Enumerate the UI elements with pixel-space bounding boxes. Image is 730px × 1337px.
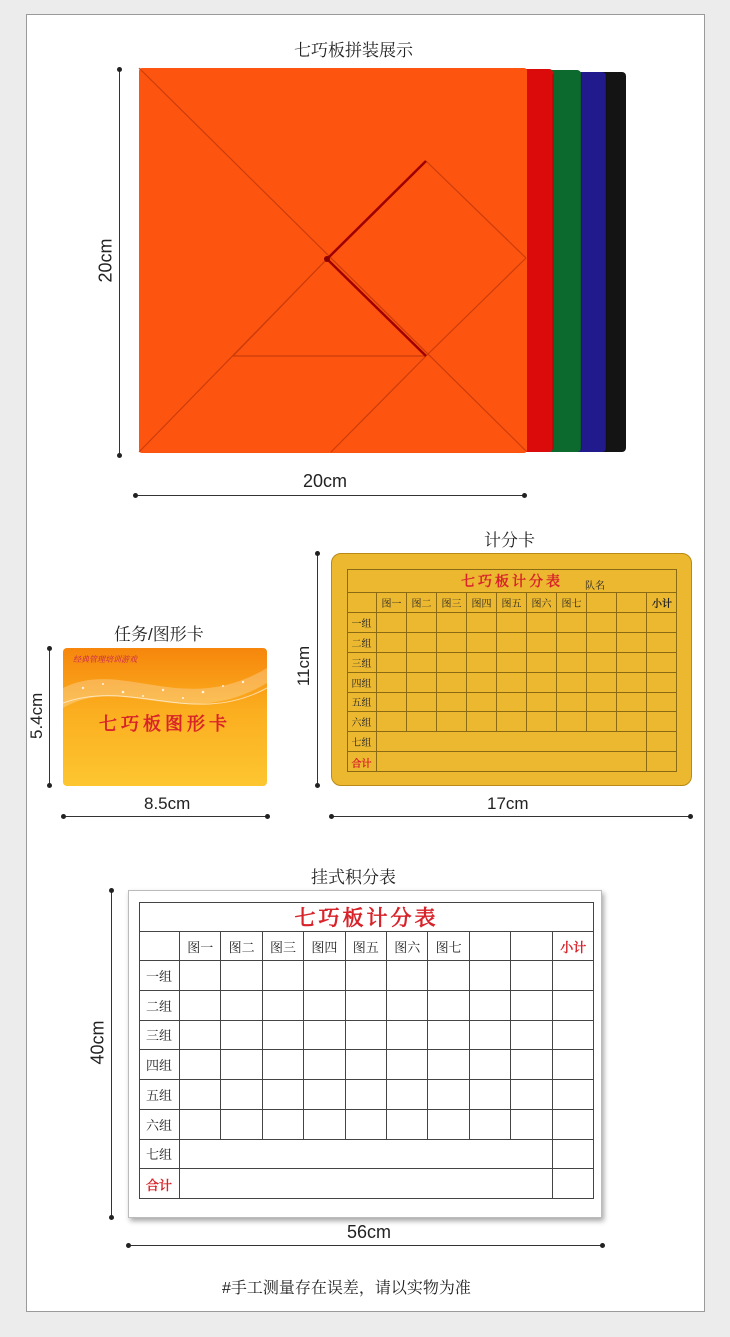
score_card-data-cell bbox=[437, 712, 467, 732]
score_card-row-label: 六组 bbox=[347, 712, 377, 732]
wall_board-header-cell: 图一 bbox=[180, 932, 221, 961]
tangram-height-label: 20cm bbox=[95, 238, 116, 283]
score_card-data-cell bbox=[377, 712, 407, 732]
score_card-data-cell bbox=[617, 712, 647, 732]
score_card-data-cell bbox=[437, 673, 467, 693]
wall_board-data-cell bbox=[511, 1021, 552, 1051]
dimension-dot bbox=[329, 814, 334, 819]
score_card-subtotal-cell bbox=[647, 633, 677, 653]
wall_board-row-label: 七组 bbox=[139, 1140, 180, 1170]
score_card-header-cell: 图四 bbox=[467, 593, 497, 613]
score_card-row-label: 三组 bbox=[347, 653, 377, 673]
score_card-row-label: 五组 bbox=[347, 693, 377, 713]
score_card-row-label: 一组 bbox=[347, 613, 377, 633]
score_card-data-cell bbox=[557, 673, 587, 693]
wall_board-data-cell bbox=[387, 1080, 428, 1110]
score_card-team-label: 队名 bbox=[585, 581, 605, 592]
score_card-header-cell: 图五 bbox=[497, 593, 527, 613]
score_card-data-cell bbox=[527, 693, 557, 713]
score_card-data-cell bbox=[407, 693, 437, 713]
score_card-data-cell bbox=[377, 613, 407, 633]
score_card-data-cell bbox=[467, 712, 497, 732]
wall_board-data-cell bbox=[428, 1110, 469, 1140]
wall_board-data-cell bbox=[346, 1080, 387, 1110]
score_card-subtotal-cell bbox=[647, 653, 677, 673]
wall_board-row-label: 二组 bbox=[139, 991, 180, 1021]
dimension-dot bbox=[61, 814, 66, 819]
dimension-dot bbox=[133, 493, 138, 498]
wall_board-data-cell bbox=[304, 961, 345, 991]
tangram-height-line bbox=[119, 69, 120, 456]
wall_board-data-cell bbox=[221, 1080, 262, 1110]
wall_board-row-label: 六组 bbox=[139, 1110, 180, 1140]
wall-board-width-label: 56cm bbox=[347, 1222, 392, 1242]
wall_board-subtotal-cell bbox=[553, 1080, 594, 1110]
wall-board-height-line bbox=[111, 890, 112, 1218]
task-card-main-text: 七巧板图形卡 bbox=[99, 714, 231, 735]
wall_board-header-cell: 图五 bbox=[346, 932, 387, 961]
score_card-data-cell bbox=[617, 673, 647, 693]
wall_board-table-title: 七巧板计分表 bbox=[139, 902, 594, 932]
score_card-data-cell bbox=[587, 712, 617, 732]
score_card-data-cell bbox=[407, 712, 437, 732]
score_card-data-cell bbox=[497, 613, 527, 633]
wall_board-data-cell bbox=[428, 961, 469, 991]
score-card-title: 计分卡 bbox=[484, 531, 535, 550]
wall_board-data-cell bbox=[304, 1110, 345, 1140]
footer-note: #手工测量存在误差，请以实物为准 bbox=[222, 1280, 471, 1297]
wall_board-data-cell bbox=[346, 1021, 387, 1051]
wall_board-row-merged-cell bbox=[180, 1140, 553, 1170]
wall_board-row-label: 一组 bbox=[139, 961, 180, 991]
score_card-data-cell bbox=[557, 693, 587, 713]
wall_board-header-cell: 图六 bbox=[387, 932, 428, 961]
dimension-dot bbox=[109, 1215, 114, 1220]
wall_board-header-cell: 小计 bbox=[553, 932, 594, 961]
score_card-header-cell: 图七 bbox=[557, 593, 587, 613]
score_card-data-cell bbox=[377, 653, 407, 673]
wall_board-subtotal-cell bbox=[553, 961, 594, 991]
dimension-dot bbox=[315, 551, 320, 556]
tangram-stack bbox=[136, 66, 636, 458]
dimension-dot bbox=[126, 1243, 131, 1248]
wall_board-data-cell bbox=[387, 961, 428, 991]
score_card-data-cell bbox=[527, 712, 557, 732]
wall_board-data-cell bbox=[511, 961, 552, 991]
score_card-data-cell bbox=[557, 633, 587, 653]
wall_board-data-cell bbox=[428, 1080, 469, 1110]
wall_board-subtotal-cell bbox=[553, 1169, 594, 1199]
wall_board-data-cell bbox=[263, 961, 304, 991]
wall_board-subtotal-cell bbox=[553, 1050, 594, 1080]
wall_board-data-cell bbox=[470, 1050, 511, 1080]
wall_board-data-cell bbox=[304, 1050, 345, 1080]
score_card-data-cell bbox=[527, 633, 557, 653]
score_card-data-cell bbox=[587, 693, 617, 713]
wall_board-data-cell bbox=[221, 961, 262, 991]
wall_board-data-cell bbox=[221, 1110, 262, 1140]
score_card-subtotal-cell bbox=[647, 732, 677, 752]
tangram-title: 七巧板拼装展示 bbox=[294, 41, 413, 60]
wall_board-data-cell bbox=[263, 1021, 304, 1051]
score_card-data-cell bbox=[497, 653, 527, 673]
wall_board-header-corner bbox=[139, 932, 180, 961]
score_card-data-cell bbox=[467, 673, 497, 693]
wall_board-data-cell bbox=[511, 1080, 552, 1110]
task-card-height-line bbox=[49, 648, 50, 786]
dimension-dot bbox=[117, 67, 122, 72]
score_card-subtotal-cell bbox=[647, 752, 677, 772]
score_card-subtotal-cell bbox=[647, 673, 677, 693]
score_card-data-cell bbox=[437, 633, 467, 653]
task-card-width-label: 8.5cm bbox=[144, 794, 191, 813]
score_card-data-cell bbox=[467, 653, 497, 673]
score_card-header-cell: 小计 bbox=[647, 593, 677, 613]
wall_board-data-cell bbox=[470, 1021, 511, 1051]
score_card-header-cell bbox=[587, 593, 617, 613]
wall_board-header-cell bbox=[511, 932, 552, 961]
wall_board-data-cell bbox=[180, 1021, 221, 1051]
wall_board-header-cell: 图四 bbox=[304, 932, 345, 961]
task-card-title: 任务/图形卡 bbox=[114, 625, 204, 644]
score_card-data-cell bbox=[497, 693, 527, 713]
score-card-height-line bbox=[317, 553, 318, 786]
task-card bbox=[63, 648, 267, 786]
score_card-data-cell bbox=[617, 653, 647, 673]
score_card-data-cell bbox=[467, 633, 497, 653]
score_card-data-cell bbox=[407, 653, 437, 673]
score_card-data-cell bbox=[587, 613, 617, 633]
dimension-dot bbox=[47, 783, 52, 788]
score_card-data-cell bbox=[557, 613, 587, 633]
wall_board-data-cell bbox=[387, 1110, 428, 1140]
wall-board-title: 挂式积分表 bbox=[311, 868, 396, 887]
wall_board-data-cell bbox=[263, 1110, 304, 1140]
wall_board-header-cell bbox=[470, 932, 511, 961]
wall_board-data-cell bbox=[346, 961, 387, 991]
score_card-data-cell bbox=[617, 693, 647, 713]
dimension-dot bbox=[315, 783, 320, 788]
wall_board-row-label: 五组 bbox=[139, 1080, 180, 1110]
score_card-data-cell bbox=[467, 613, 497, 633]
wall_board-data-cell bbox=[263, 991, 304, 1021]
wall_board-data-cell bbox=[180, 1080, 221, 1110]
wall_board-data-cell bbox=[221, 1021, 262, 1051]
wall_board-data-cell bbox=[428, 1021, 469, 1051]
wall_board-header-cell: 图三 bbox=[263, 932, 304, 961]
wall_board-data-cell bbox=[387, 991, 428, 1021]
wall_board-data-cell bbox=[511, 991, 552, 1021]
dimension-dot bbox=[265, 814, 270, 819]
score_card-data-cell bbox=[557, 653, 587, 673]
score_card-data-cell bbox=[407, 613, 437, 633]
tangram-width-line bbox=[135, 495, 526, 496]
tangram-width-label: 20cm bbox=[303, 471, 348, 491]
score_card-data-cell bbox=[497, 712, 527, 732]
wall_board-data-cell bbox=[263, 1080, 304, 1110]
dimension-dot bbox=[47, 646, 52, 651]
score_card-data-cell bbox=[617, 613, 647, 633]
score_card-table-title: 七巧板计分表 bbox=[347, 569, 677, 593]
dimension-dot bbox=[600, 1243, 605, 1248]
score_card-data-cell bbox=[527, 613, 557, 633]
score_card-subtotal-cell bbox=[647, 712, 677, 732]
wall_board-data-cell bbox=[304, 1021, 345, 1051]
score-card-width-line bbox=[331, 816, 691, 817]
wall_board-subtotal-cell bbox=[553, 1110, 594, 1140]
task-card-height-label: 5.4cm bbox=[27, 692, 46, 739]
wall_board-data-cell bbox=[470, 1110, 511, 1140]
wall_board-row-label: 三组 bbox=[139, 1021, 180, 1051]
wall_board-subtotal-cell bbox=[553, 1140, 594, 1170]
wall_board-data-cell bbox=[221, 1050, 262, 1080]
score_card-data-cell bbox=[527, 653, 557, 673]
score_card-data-cell bbox=[407, 673, 437, 693]
score_card-header-cell: 图一 bbox=[377, 593, 407, 613]
wall_board-data-cell bbox=[346, 1110, 387, 1140]
score_card-header-corner bbox=[347, 593, 377, 613]
score_card-data-cell bbox=[587, 633, 617, 653]
wall_board-data-cell bbox=[387, 1050, 428, 1080]
wall_board-row-label: 四组 bbox=[139, 1050, 180, 1080]
score_card-data-cell bbox=[467, 693, 497, 713]
wall_board-header-cell: 图二 bbox=[221, 932, 262, 961]
wall_board-data-cell bbox=[180, 961, 221, 991]
wall_board-data-cell bbox=[511, 1050, 552, 1080]
score_card-header-cell: 图三 bbox=[437, 593, 467, 613]
task-card-width-line bbox=[63, 816, 268, 817]
wall_board-data-cell bbox=[470, 991, 511, 1021]
wall_board-row-label: 合计 bbox=[139, 1169, 180, 1199]
score_card-row-merged-cell bbox=[377, 732, 647, 752]
wall_board-data-cell bbox=[180, 1050, 221, 1080]
score_card-data-cell bbox=[437, 693, 467, 713]
dimension-dot bbox=[688, 814, 693, 819]
wall_board-data-cell bbox=[304, 991, 345, 1021]
score_card-header-cell: 图二 bbox=[407, 593, 437, 613]
score_card-data-cell bbox=[437, 613, 467, 633]
score_card-subtotal-cell bbox=[647, 613, 677, 633]
score_card-data-cell bbox=[377, 673, 407, 693]
wall_board-row-merged-cell bbox=[180, 1169, 553, 1199]
score_card-data-cell bbox=[377, 633, 407, 653]
wall_board-data-cell bbox=[387, 1021, 428, 1051]
wall_board-data-cell bbox=[221, 991, 262, 1021]
score_card-row-label: 二组 bbox=[347, 633, 377, 653]
score_card-row-label: 四组 bbox=[347, 673, 377, 693]
wall_board-data-cell bbox=[428, 991, 469, 1021]
wall-board-width-line bbox=[128, 1245, 603, 1246]
wall_board-subtotal-cell bbox=[553, 1021, 594, 1051]
score_card-data-cell bbox=[527, 673, 557, 693]
wall_board-data-cell bbox=[511, 1110, 552, 1140]
score_card-data-cell bbox=[407, 633, 437, 653]
task-card-top-text: 经典管理培训游戏 bbox=[73, 655, 137, 664]
score_card-data-cell bbox=[587, 673, 617, 693]
score-card-height-label: 11cm bbox=[294, 645, 313, 687]
score_card-header-cell: 图六 bbox=[527, 593, 557, 613]
wall_board-subtotal-cell bbox=[553, 991, 594, 1021]
score_card-data-cell bbox=[557, 712, 587, 732]
wall_board-data-cell bbox=[470, 1080, 511, 1110]
wall_board-data-cell bbox=[470, 961, 511, 991]
score_card-row-label: 合计 bbox=[347, 752, 377, 772]
wall_board-data-cell bbox=[346, 991, 387, 1021]
score_card-data-cell bbox=[497, 633, 527, 653]
score_card-data-cell bbox=[497, 673, 527, 693]
dimension-dot bbox=[522, 493, 527, 498]
score_card-row-label: 七组 bbox=[347, 732, 377, 752]
wall-board-height-label: 40cm bbox=[87, 1020, 108, 1065]
score_card-subtotal-cell bbox=[647, 693, 677, 713]
wall_board-data-cell bbox=[346, 1050, 387, 1080]
score_card-data-cell bbox=[377, 693, 407, 713]
wall_board-data-cell bbox=[180, 991, 221, 1021]
wall_board-data-cell bbox=[428, 1050, 469, 1080]
score_card-data-cell bbox=[587, 653, 617, 673]
wall_board-data-cell bbox=[304, 1080, 345, 1110]
wall_board-header-cell: 图七 bbox=[428, 932, 469, 961]
score_card-data-cell bbox=[437, 653, 467, 673]
dimension-dot bbox=[109, 888, 114, 893]
score_card-data-cell bbox=[617, 633, 647, 653]
dimension-dot bbox=[117, 453, 122, 458]
score-card-width-label: 17cm bbox=[487, 794, 529, 813]
wall_board-data-cell bbox=[180, 1110, 221, 1140]
score_card-header-cell bbox=[617, 593, 647, 613]
score_card-row-merged-cell bbox=[377, 752, 647, 772]
wall_board-data-cell bbox=[263, 1050, 304, 1080]
